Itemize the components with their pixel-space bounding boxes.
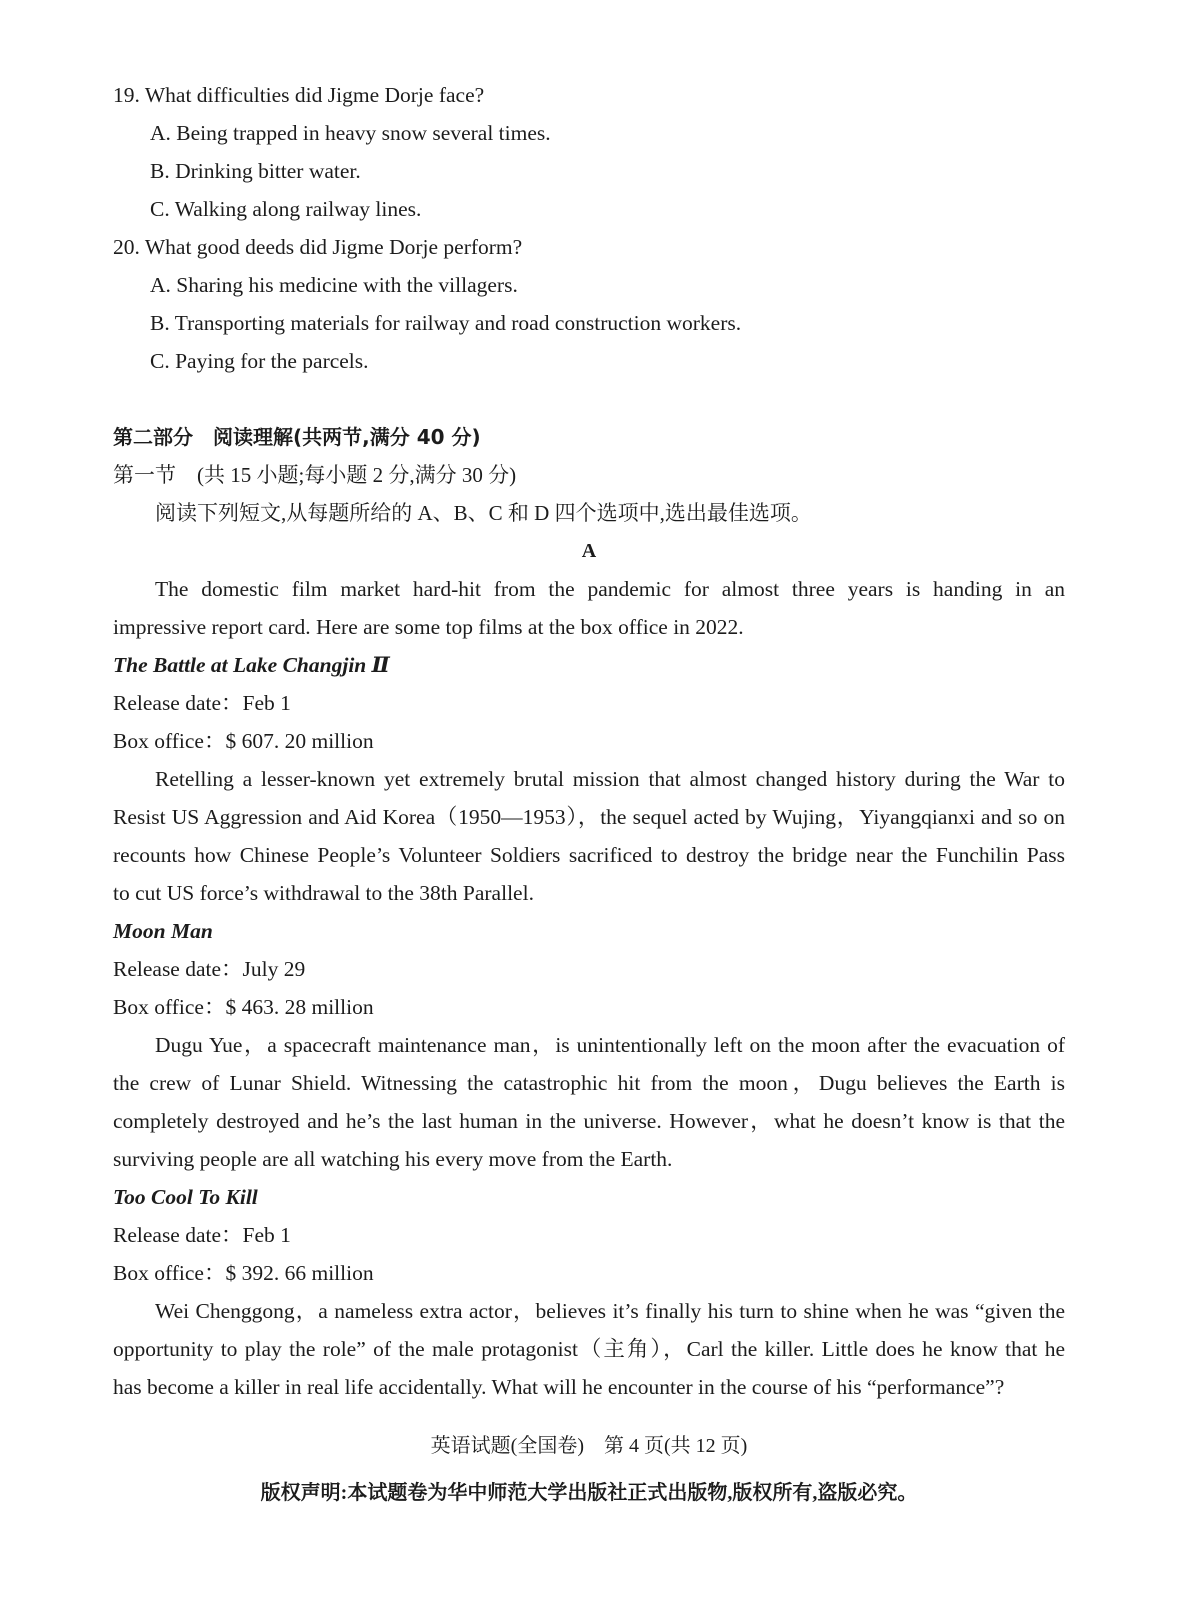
option-a: A. Sharing his medicine with the villagers. (150, 273, 518, 297)
film-entry-2 (113, 912, 1065, 1178)
paragraph-line: recounts how Chinese People’s Volunteer Soldiers sacrificed to destroy the bridge near the Funchilin Pass (113, 843, 1065, 867)
copyright-label: 版权声明: (260, 1482, 348, 1504)
passage-label: A (581, 540, 597, 562)
film-entry-3 (113, 1178, 1065, 1406)
paragraph-line: Dugu Yue，a spacecraft maintenance man，is unintentionally left on the moon after the evacuation of (155, 1033, 1065, 1057)
box-office-label: Box office： (113, 729, 226, 753)
paragraph-line: The domestic film market hard-hit from the pandemic for almost three years is handing in an (155, 577, 1065, 601)
question-stem: 20. What good deeds did Jigme Dorje perform? (113, 235, 523, 259)
film-title: The Battle at Lake Changjin Ⅱ (113, 653, 390, 677)
release-date (113, 684, 1065, 722)
box-office-label: Box office： (113, 995, 226, 1019)
question-20 (113, 228, 1065, 380)
release-date-label: Release date： (113, 1223, 243, 1247)
paragraph-line: Wei Chenggong，a nameless extra actor，believes it’s finally his turn to shine when he was “given the (155, 1299, 1065, 1323)
option-b: B. Drinking bitter water. (150, 159, 361, 183)
film-entry-1 (113, 646, 1065, 912)
box-office-label: Box office： (113, 1261, 226, 1285)
box-office-value: $ 607. 20 million (225, 729, 374, 753)
copyright-text: 本试题卷为华中师范大学出版社正式出版物,版权所有,盗版必究。 (347, 1482, 918, 1504)
box-office (113, 722, 1065, 760)
option-c: C. Paying for the parcels. (150, 349, 369, 373)
release-date-value: Feb 1 (242, 1223, 291, 1247)
part-two-heading: 第二部分 阅读理解(共两节,满分 40 分) (113, 425, 481, 449)
option-b: B. Transporting materials for railway and road construction workers. (150, 311, 742, 335)
film-title: Too Cool To Kill (113, 1185, 258, 1209)
page-content (113, 76, 1065, 1406)
passage-intro (113, 570, 1065, 646)
paragraph-line: impressive report card. Here are some top films at the box office in 2022. (113, 615, 744, 639)
option-a: A. Being trapped in heavy snow several times. (150, 121, 551, 145)
question-19 (113, 76, 1065, 228)
option-c: C. Walking along railway lines. (150, 197, 422, 221)
paragraph-line: Retelling a lesser-known yet extremely brutal mission that almost changed history during the War to (155, 767, 1065, 791)
reading-instructions: 阅读下列短文,从每题所给的 A、B、C 和 D 四个选项中,选出最佳选项。 (155, 501, 812, 525)
copyright-notice (113, 1474, 1065, 1512)
section-one-heading: 第一节 (共 15 小题;每小题 2 分,满分 30 分) (113, 463, 517, 487)
paragraph-line: has become a killer in real life accidentally. What will he encounter in the course of his “performance”? (113, 1375, 1005, 1399)
film-title: Moon Man (113, 919, 213, 943)
box-office-value: $ 463. 28 million (225, 995, 374, 1019)
paragraph-line: opportunity to play the role” of the male protagonist（主角），Carl the killer. Little does he know that he (113, 1337, 1065, 1361)
release-date-value: Feb 1 (242, 691, 291, 715)
question-stem: 19. What difficulties did Jigme Dorje face? (113, 83, 485, 107)
box-office (113, 988, 1065, 1026)
release-date-label: Release date： (113, 691, 243, 715)
release-date (113, 1216, 1065, 1254)
box-office-value: $ 392. 66 million (225, 1261, 374, 1285)
paragraph-line: to cut US force’s withdrawal to the 38th Parallel. (113, 881, 534, 905)
box-office (113, 1254, 1065, 1292)
release-date-value: July 29 (242, 957, 306, 981)
release-date (113, 950, 1065, 988)
passage-a (113, 532, 1065, 1406)
paragraph-line: Resist US Aggression and Aid Korea（1950—1953），the sequel acted by Wujing，Yiyangqianxi and so on (113, 805, 1065, 829)
paragraph-line: the crew of Lunar Shield. Witnessing the catastrophic hit from the moon，Dugu believes the Earth is (113, 1071, 1065, 1095)
section-spacer (113, 380, 1065, 418)
paragraph-line: completely destroyed and he’s the last human in the universe. However，what he doesn’t know is that the (113, 1109, 1065, 1133)
release-date-label: Release date： (113, 957, 243, 981)
page-number-footer: 英语试题(全国卷) 第 4 页(共 12 页) (430, 1435, 748, 1457)
paragraph-line: surviving people are all watching his every move from the Earth. (113, 1147, 673, 1171)
